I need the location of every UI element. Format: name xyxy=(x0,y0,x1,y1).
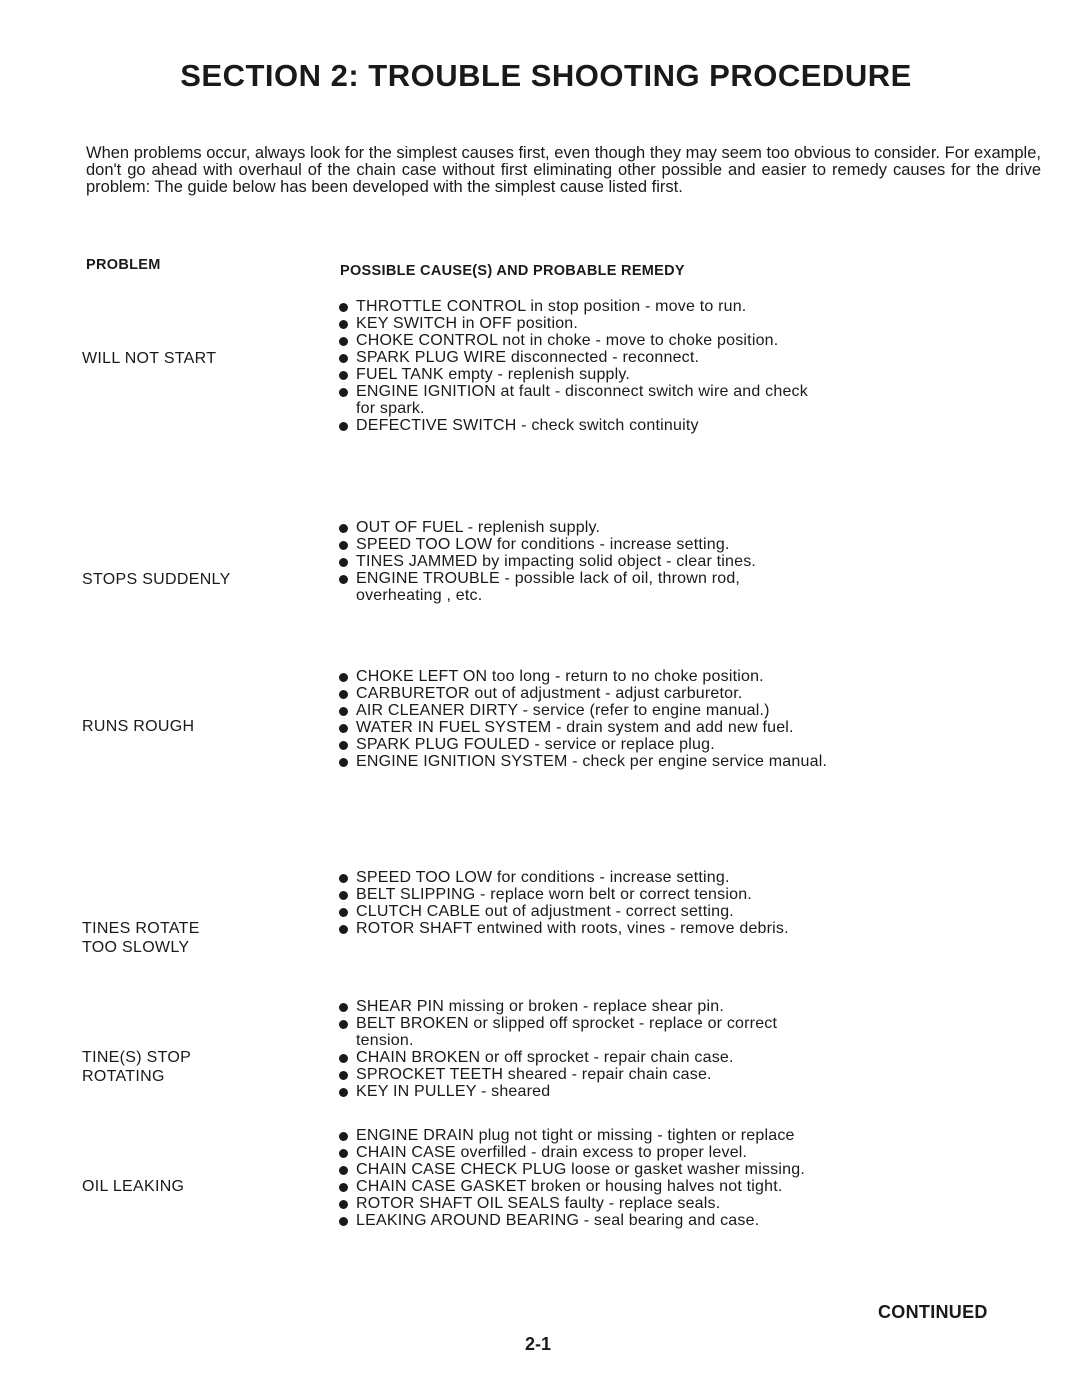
cause-item: CHAIN CASE overfilled - drain excess to proper level. xyxy=(338,1144,828,1161)
page-title: SECTION 2: TROUBLE SHOOTING PROCEDURE xyxy=(180,58,912,93)
continued-label: CONTINUED xyxy=(878,1302,988,1322)
cause-item: ROTOR SHAFT entwined with roots, vines - remove debris. xyxy=(338,920,828,937)
cause-item: CLUTCH CABLE out of adjustment - correct setting. xyxy=(338,903,828,920)
cause-item: DEFECTIVE SWITCH - check switch continuity xyxy=(338,417,828,434)
cause-item: FUEL TANK empty - replenish supply. xyxy=(338,366,828,383)
cause-item: SPARK PLUG WIRE disconnected - reconnect. xyxy=(338,349,828,366)
cause-list xyxy=(338,519,828,604)
cause-item: SPEED TOO LOW for conditions - increase setting. xyxy=(338,869,828,886)
cause-list xyxy=(338,869,828,937)
cause-item: ENGINE IGNITION SYSTEM - check per engine service manual. xyxy=(338,753,828,770)
problem-column-header: PROBLEM xyxy=(86,257,161,273)
cause-item: CARBURETOR out of adjustment - adjust carburetor. xyxy=(338,685,828,702)
problem-label: RUNS ROUGH xyxy=(82,718,195,735)
cause-item: ENGINE DRAIN plug not tight or missing - tighten or replace xyxy=(338,1127,828,1144)
problem-label: STOPS SUDDENLY xyxy=(82,571,231,588)
cause-item: CHAIN CASE CHECK PLUG loose or gasket washer missing. xyxy=(338,1161,828,1178)
cause-list xyxy=(338,298,828,434)
cause-item: SHEAR PIN missing or broken - replace shear pin. xyxy=(338,998,828,1015)
cause-item: CHAIN CASE GASKET broken or housing halves not tight. xyxy=(338,1178,828,1195)
cause-item: SPARK PLUG FOULED - service or replace plug. xyxy=(338,736,828,753)
cause-column-header: POSSIBLE CAUSE(S) AND PROBABLE REMEDY xyxy=(340,263,685,279)
cause-item: ENGINE TROUBLE - possible lack of oil, thrown rod, overheating , etc. xyxy=(338,570,828,604)
problem-label: WILL NOT START xyxy=(82,350,217,367)
cause-item: CHAIN BROKEN or off sprocket - repair chain case. xyxy=(338,1049,828,1066)
cause-item: ENGINE IGNITION at fault - disconnect switch wire and check for spark. xyxy=(338,383,828,417)
cause-list xyxy=(338,998,828,1100)
cause-item: SPROCKET TEETH sheared - repair chain case. xyxy=(338,1066,828,1083)
cause-item: CHOKE CONTROL not in choke - move to choke position. xyxy=(338,332,828,349)
cause-item: ROTOR SHAFT OIL SEALS faulty - replace seals. xyxy=(338,1195,828,1212)
problem-label: TINE(S) STOP ROTATING xyxy=(82,1049,191,1085)
cause-item: BELT SLIPPING - replace worn belt or correct tension. xyxy=(338,886,828,903)
cause-item: CHOKE LEFT ON too long - return to no choke position. xyxy=(338,668,828,685)
cause-item: WATER IN FUEL SYSTEM - drain system and add new fuel. xyxy=(338,719,828,736)
cause-item: KEY SWITCH in OFF position. xyxy=(338,315,828,332)
problem-label: TINES ROTATE TOO SLOWLY xyxy=(82,920,200,956)
cause-list xyxy=(338,668,828,770)
problem-label: OIL LEAKING xyxy=(82,1178,185,1195)
cause-item: AIR CLEANER DIRTY - service (refer to engine manual.) xyxy=(338,702,828,719)
cause-item: THROTTLE CONTROL in stop position - move to run. xyxy=(338,298,828,315)
cause-item: TINES JAMMED by impacting solid object - clear tines. xyxy=(338,553,828,570)
cause-item: SPEED TOO LOW for conditions - increase setting. xyxy=(338,536,828,553)
cause-item: KEY IN PULLEY - sheared xyxy=(338,1083,828,1100)
cause-list xyxy=(338,1127,828,1229)
cause-item: BELT BROKEN or slipped off sprocket - replace or correct tension. xyxy=(338,1015,828,1049)
cause-item: LEAKING AROUND BEARING - seal bearing and case. xyxy=(338,1212,828,1229)
cause-item: OUT OF FUEL - replenish supply. xyxy=(338,519,828,536)
page-number: 2-1 xyxy=(524,1334,551,1354)
intro-paragraph: When problems occur, always look for the simplest causes first, even though they may seem too obvious to consider. For example, don't go ahead with overhaul of the chain case without first eliminating other possible and easier to remedy causes for the drive problem: The guide below has been developed with the simplest cause listed first. xyxy=(86,144,1041,196)
